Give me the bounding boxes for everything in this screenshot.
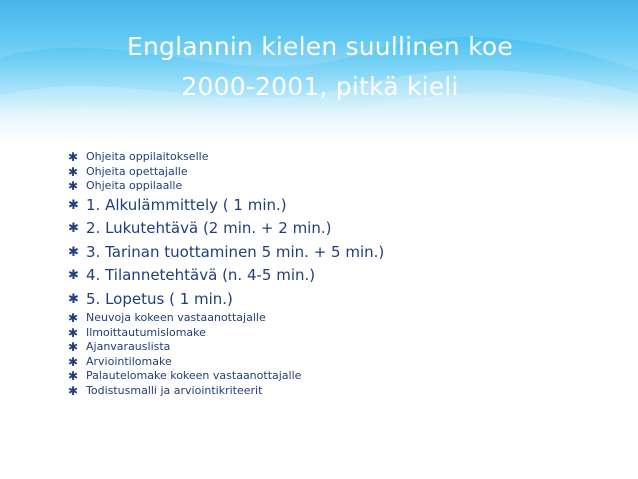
list-item-label: 1. Alkulämmittely ( 1 min.) [86, 195, 287, 214]
list-item [68, 340, 628, 355]
list-item-label: 4. Tilannetehtävä (n. 4-5 min.) [86, 266, 316, 284]
asterisk-bullet-icon: ✱ [68, 291, 79, 307]
list-item-label: Ilmoittautumislomake [86, 325, 206, 339]
list-item [68, 165, 628, 180]
list-item [68, 326, 628, 341]
list-item [68, 288, 628, 312]
list-item-label: Ohjeita oppilaalle [86, 179, 183, 192]
list-item [68, 264, 628, 288]
asterisk-bullet-icon: ✱ [68, 197, 79, 213]
asterisk-bullet-icon: ✱ [68, 311, 79, 325]
list-item [68, 241, 628, 265]
asterisk-bullet-icon: ✱ [68, 325, 79, 340]
list-item-label: Ajanvarauslista [86, 340, 171, 353]
asterisk-bullet-icon: ✱ [68, 244, 79, 260]
list-item-label: 3. Tarinan tuottaminen 5 min. + 5 min.) [86, 242, 385, 261]
list-item-label: 5. Lopetus ( 1 min.) [86, 289, 233, 308]
slide-title-line-2: 2000-2001, pitkä kieli [181, 72, 459, 101]
slide-header [0, 0, 638, 142]
list-item [68, 369, 628, 384]
list-item-label: Todistusmalli ja arviointikriteerit [86, 383, 263, 397]
list-item-label: Arviointilomake [86, 354, 172, 368]
slide-bullet-list [68, 150, 628, 398]
slide-title [60, 27, 580, 107]
list-item [68, 355, 628, 370]
list-item-label: 2. Lukutehtävä (2 min. + 2 min.) [86, 219, 332, 237]
asterisk-bullet-icon: ✱ [68, 340, 79, 354]
asterisk-bullet-icon: ✱ [68, 383, 79, 398]
list-item [68, 384, 628, 399]
asterisk-bullet-icon: ✱ [68, 354, 79, 369]
asterisk-bullet-icon: ✱ [68, 369, 79, 383]
list-item-label: Palautelomake kokeen vastaanottajalle [86, 369, 302, 382]
list-item [68, 150, 628, 165]
asterisk-bullet-icon: ✱ [68, 179, 79, 193]
asterisk-bullet-icon: ✱ [68, 150, 79, 164]
list-item [68, 311, 628, 326]
list-item [68, 194, 628, 218]
list-item-label: Neuvoja kokeen vastaanottajalle [86, 311, 266, 324]
list-item-label: Ohjeita oppilaitokselle [86, 150, 209, 163]
list-item-label: Ohjeita opettajalle [86, 164, 188, 178]
slide-title-line-1: Englannin kielen suullinen koe [127, 32, 513, 61]
asterisk-bullet-icon: ✱ [68, 221, 79, 236]
list-item [68, 217, 628, 241]
list-item [68, 179, 628, 194]
asterisk-bullet-icon: ✱ [68, 164, 79, 179]
asterisk-bullet-icon: ✱ [68, 268, 79, 283]
